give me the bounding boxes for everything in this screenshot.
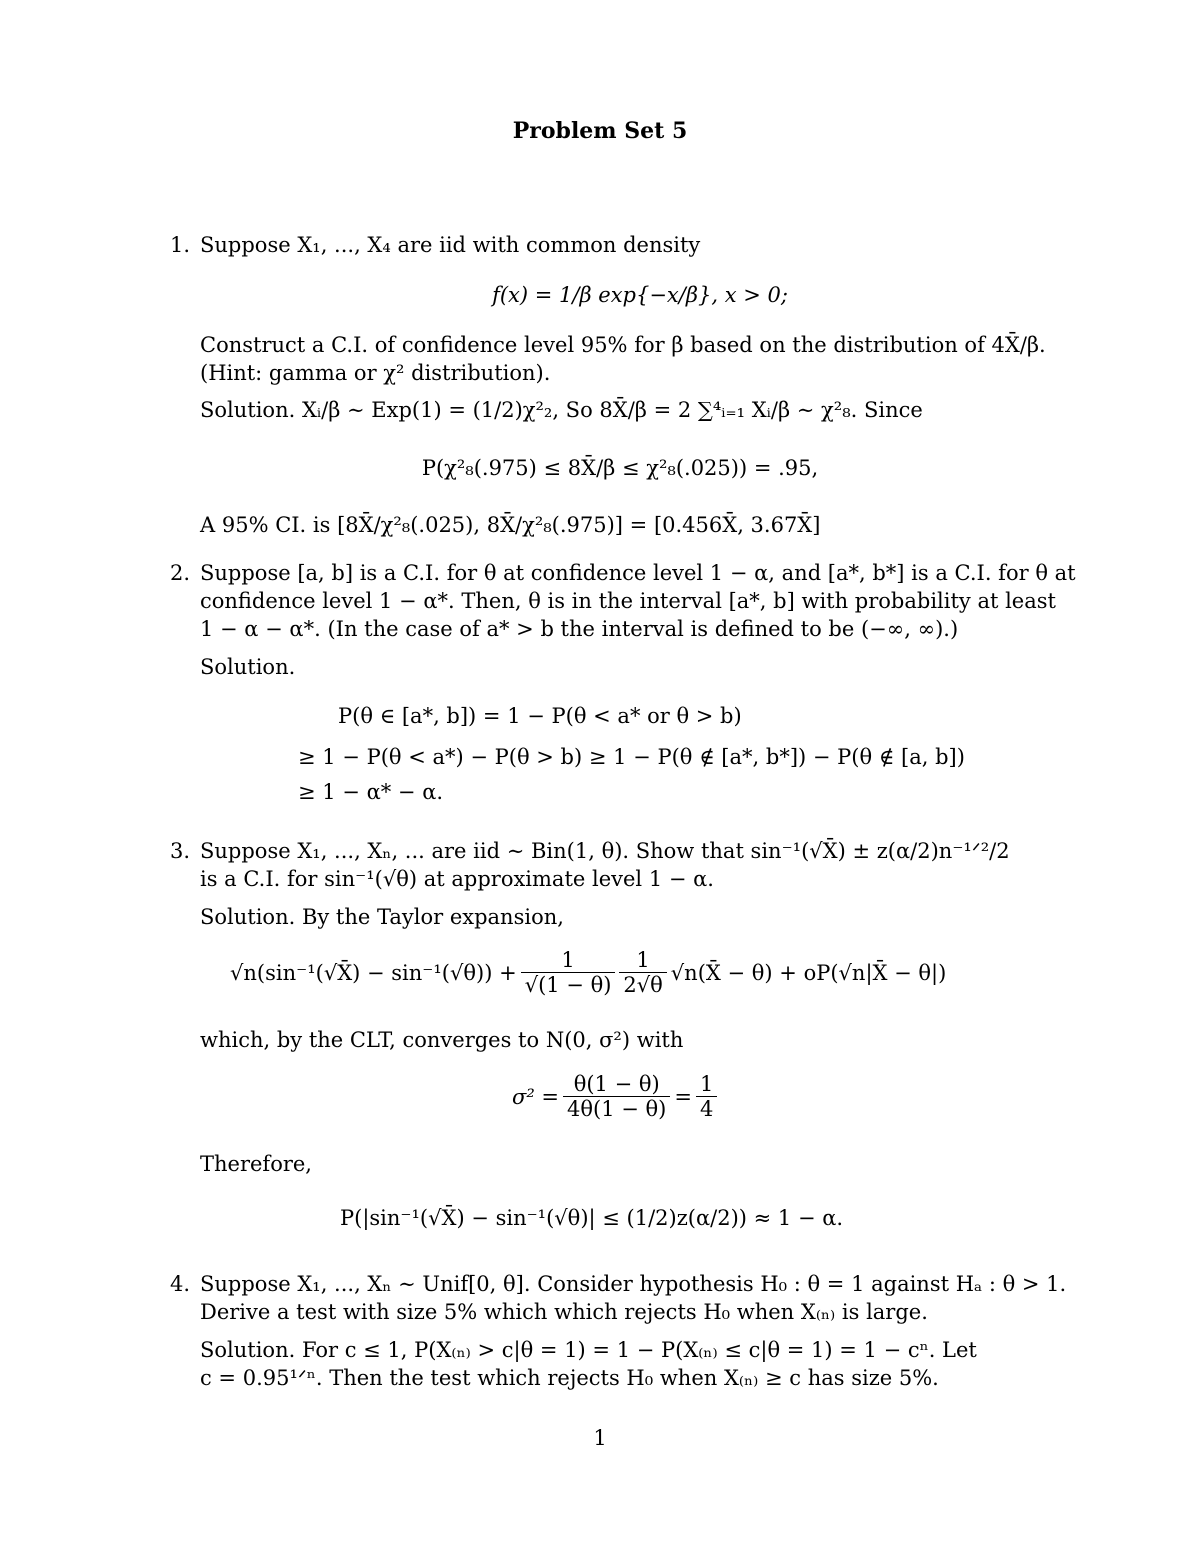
taylor-left: √n(sin⁻¹(√X̄) − sin⁻¹(√θ)) + xyxy=(230,960,517,985)
sigma-result-denominator: 4 xyxy=(699,1097,714,1121)
sigma-result-numerator: 1 xyxy=(696,1072,717,1097)
problem-3-therefore: Therefore, xyxy=(200,1152,312,1176)
problem-2-solution-label: Solution. xyxy=(200,655,296,679)
problem-3-final-equation: P(|sin⁻¹(√X̄) − sin⁻¹(√θ)| ≤ (1/2)z(α/2)) ≈ 1 − α. xyxy=(340,1206,844,1230)
problem-4-line-2: Derive a test with size 5% which which rejects H₀ when X₍ₙ₎ is large. xyxy=(200,1300,928,1324)
taylor-fraction-1-numerator: 1 xyxy=(521,948,616,973)
problem-2-line-2: confidence level 1 − α*. Then, θ is in the interval [a*, b] with probability at least xyxy=(200,589,1056,613)
problem-4-solution-line-1: Solution. For c ≤ 1, P(X₍ₙ₎ > c|θ = 1) = 1 − P(X₍ₙ₎ ≤ c|θ = 1) = 1 − cⁿ. Let xyxy=(200,1338,977,1362)
problem-2-line-3: 1 − α − α*. (In the case of a* > b the interval is defined to be (−∞, ∞).) xyxy=(200,617,959,641)
taylor-fraction-1 xyxy=(521,948,616,997)
problem-3-clt-line: which, by the CLT, converges to N(0, σ²) with xyxy=(200,1028,684,1052)
problem-1-hint: (Hint: gamma or χ² distribution). xyxy=(200,361,551,385)
taylor-fraction-2 xyxy=(619,948,666,997)
problem-2-number: 2. xyxy=(170,561,191,585)
taylor-fraction-2-denominator: 2√θ xyxy=(623,973,663,997)
problem-3-sigma-equation xyxy=(512,1072,721,1121)
taylor-fraction-1-denominator: √(1 − θ) xyxy=(524,973,612,997)
problem-2-equation-1: P(θ ∈ [a*, b]) = 1 − P(θ < a* or θ > b) xyxy=(338,704,742,728)
problem-1-conclusion: A 95% CI. is [8X̄/χ²₈(.025), 8X̄/χ²₈(.975)] = [0.456X̄, 3.67X̄] xyxy=(200,513,821,537)
problem-4-line-1: Suppose X₁, ..., Xₙ ∼ Unif[0, θ]. Consider hypothesis H₀ : θ = 1 against Hₐ : θ > 1. xyxy=(200,1272,1067,1296)
problem-2-equation-3: ≥ 1 − α* − α. xyxy=(298,780,444,804)
sigma-fraction-numerator: θ(1 − θ) xyxy=(563,1072,670,1097)
problem-4-number: 4. xyxy=(170,1272,191,1296)
sigma-equals: = xyxy=(674,1084,692,1109)
problem-2-equation-2: ≥ 1 − P(θ < a*) − P(θ > b) ≥ 1 − P(θ ∉ [a*, b*]) − P(θ ∉ [a, b]) xyxy=(298,745,965,769)
taylor-fraction-2-numerator: 1 xyxy=(619,948,666,973)
problem-1-statement: Suppose X₁, ..., X₄ are iid with common density xyxy=(200,233,701,257)
problem-3-solution: Solution. By the Taylor expansion, xyxy=(200,905,564,929)
sigma-fraction xyxy=(563,1072,670,1121)
problem-3-taylor-equation xyxy=(230,948,946,997)
sigma-lhs: σ² = xyxy=(512,1084,560,1109)
problem-1-density-equation: f(x) = 1/β exp{−x/β}, x > 0; xyxy=(492,283,788,307)
problem-3-line-1: Suppose X₁, ..., Xₙ, ... are iid ∼ Bin(1, θ). Show that sin⁻¹(√X̄) ± z(α/2)n⁻¹ᐟ²/2 xyxy=(200,839,1010,863)
problem-4-solution-line-2: c = 0.95¹ᐟⁿ. Then the test which rejects H₀ when X₍ₙ₎ ≥ c has size 5%. xyxy=(200,1366,939,1390)
problem-1-task: Construct a C.I. of confidence level 95% for β based on the distribution of 4X̄/β. xyxy=(200,333,1046,357)
problem-1-solution: Solution. Xᵢ/β ∼ Exp(1) = (1/2)χ²₂, So 8X̄/β = 2 ∑⁴ᵢ₌₁ Xᵢ/β ∼ χ²₈. Since xyxy=(200,398,923,422)
taylor-right: √n(X̄ − θ) + oP(√n|X̄ − θ|) xyxy=(670,960,947,985)
problem-1-probability-equation: P(χ²₈(.975) ≤ 8X̄/β ≤ χ²₈(.025)) = .95, xyxy=(421,456,819,480)
page-title: Problem Set 5 xyxy=(512,118,688,144)
problem-2-line-1: Suppose [a, b] is a C.I. for θ at confidence level 1 − α, and [a*, b*] is a C.I. for θ at xyxy=(200,561,1076,585)
problem-3-line-2: is a C.I. for sin⁻¹(√θ) at approximate level 1 − α. xyxy=(200,867,714,891)
problem-1-number: 1. xyxy=(170,233,191,257)
sigma-fraction-denominator: 4θ(1 − θ) xyxy=(567,1097,667,1121)
problem-3-number: 3. xyxy=(170,839,191,863)
sigma-result-fraction xyxy=(696,1072,717,1121)
page-number: 1 xyxy=(593,1426,607,1450)
